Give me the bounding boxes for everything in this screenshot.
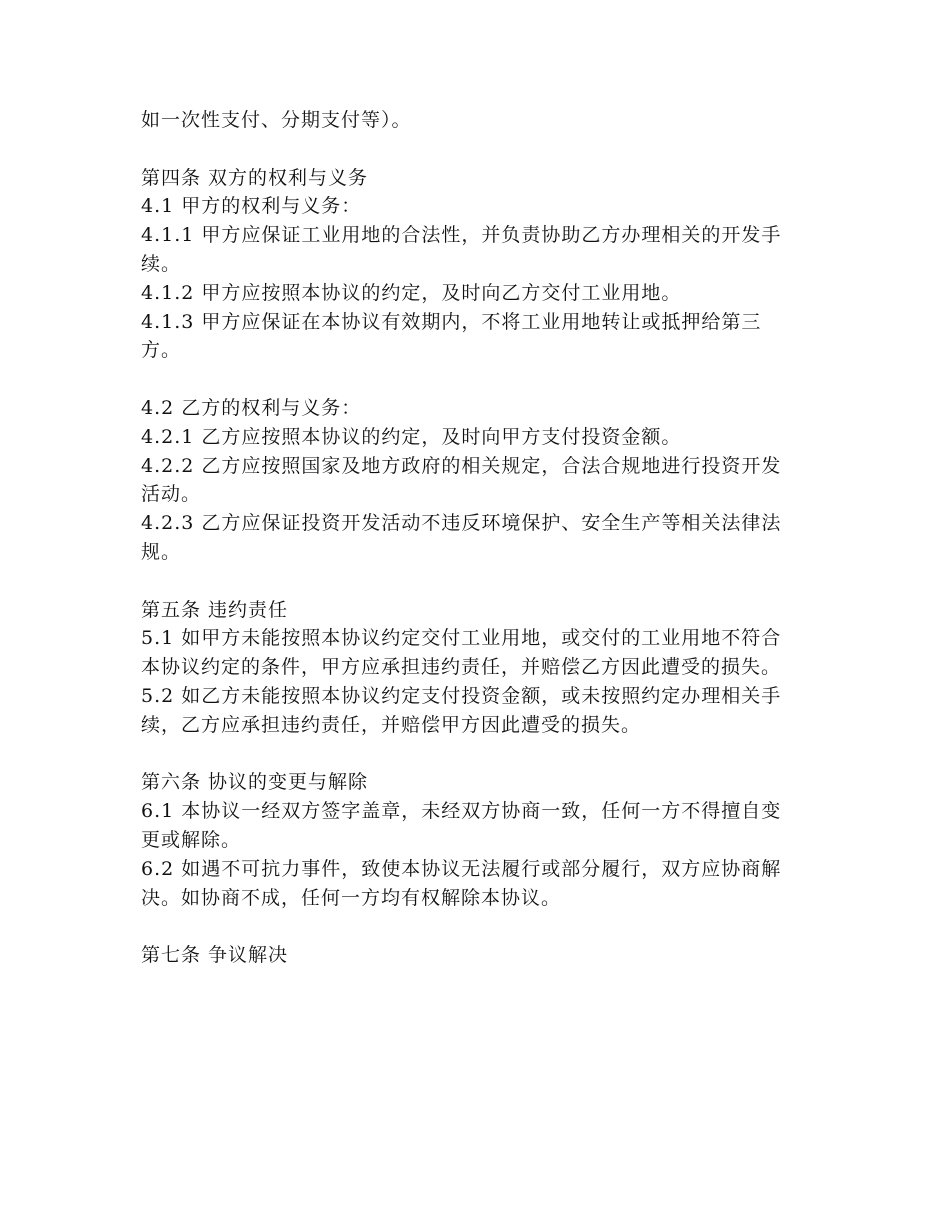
document-body (141, 106, 801, 970)
clause-4-1-heading: 4.1 甲方的权利与义务： (141, 195, 362, 218)
clause-4-1-1: 4.1.1 甲方应保证工业用地的合法性，并负责协助乙方办理相关的开发手续。 (141, 224, 782, 275)
clause-6-2: 6.2 如遇不可抗力事件，致使本协议无法履行或部分履行，双方应协商解决。如协商不成，任何一方均有权解除本协议。 (141, 857, 782, 909)
paragraph-spacer (141, 912, 801, 941)
article-7-heading: 第七条 争议解决 (141, 944, 289, 967)
paragraph-payment-method-tail: 如一次性支付、分期支付等）。 (141, 109, 412, 131)
paragraph-spacer (141, 365, 801, 394)
clause-4-2-3: 4.2.3 乙方应保证投资开发活动不违反环境保护、安全生产等相关法律法规。 (141, 512, 782, 563)
article-6-heading: 第六条 协议的变更与解除 (141, 771, 369, 794)
clause-4-2-2: 4.2.2 乙方应按照国家及地方政府的相关规定，合法合规地进行投资开发活动。 (141, 454, 782, 506)
paragraph-spacer (141, 135, 801, 164)
clause-4-1-3: 4.1.3 甲方应保证在本协议有效期内，不将工业用地转让或抵押给第三方。 (141, 310, 762, 362)
clause-5-1: 5.1 如甲方未能按照本协议约定交付工业用地，或交付的工业用地不符合本协议约定的条件，甲方应承担违约责任，并赔偿乙方因此遭受的损失。 (141, 627, 782, 679)
article-5-heading: 第五条 违约责任 (141, 598, 289, 621)
article-4-heading: 第四条 双方的权利与义务 (141, 166, 369, 189)
paragraph-spacer (141, 740, 801, 769)
clause-4-2-heading: 4.2 乙方的权利与义务： (141, 396, 362, 419)
clause-5-2: 5.2 如乙方未能按照本协议约定支付投资金额，或未按照约定办理相关手续，乙方应承担违约责任，并赔偿甲方因此遭受的损失。 (141, 684, 782, 736)
paragraph-spacer (141, 567, 801, 596)
clause-6-1: 6.1 本协议一经双方签字盖章，未经双方协商一致，任何一方不得擅自变更或解除。 (141, 800, 782, 851)
clause-4-2-1: 4.2.1 乙方应按照本协议的约定，及时向甲方支付投资金额。 (141, 425, 682, 448)
clause-4-1-2: 4.1.2 甲方应按照本协议的约定，及时向乙方交付工业用地。 (141, 281, 682, 304)
